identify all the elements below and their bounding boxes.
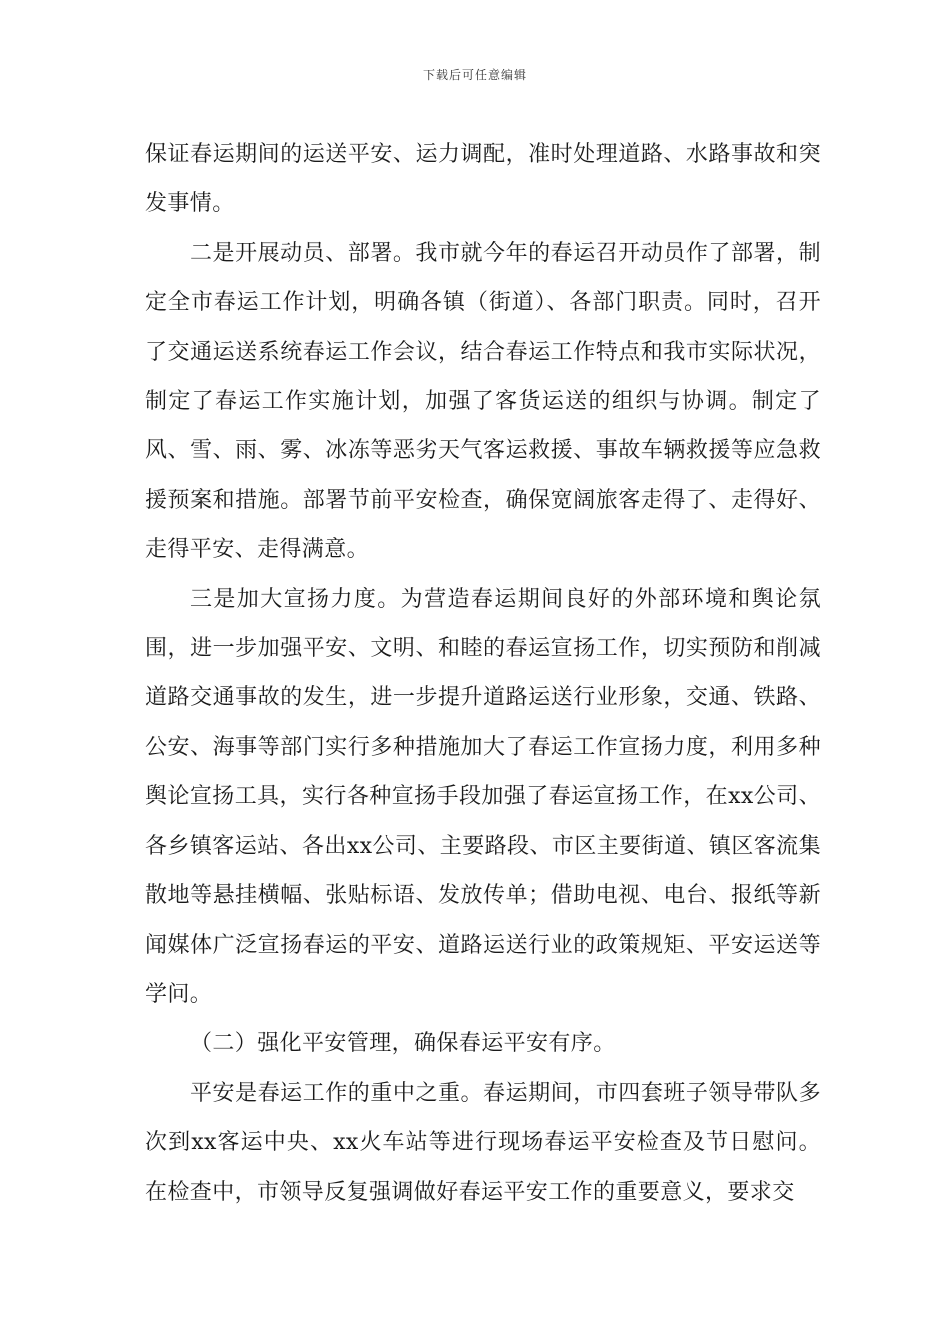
paragraph-1: 保证春运期间的运送平安、运力调配，准时处理道路、水路事故和突发事情。 xyxy=(145,142,821,217)
paragraph-3: 三是加大宣扬力度。为营造春运期间良好的外部环境和舆论氛围，进一步加强平安、文明、和睦的春运宣扬工作，切实预防和削减道路交通事故的发生，进一步提升道路运送行业形象，交通、铁路、公安、海事等部门实行多种措施加大了春运工作宣扬力度，利用多种舆论宣扬工具，实行各种宣扬手段加强了春运宣扬工作，在xx公司、各乡镇客运站、各出xx公司、主要路段、市区主要街道、镇区客流集散地等悬挂横幅、张贴标语、发放传单；借助电视、电台、报纸等新闻媒体广泛宣扬春运的平安、道路运送行业的政策规矩、平安运送等学问。 xyxy=(145,586,821,1007)
page-header: 下载后可任意编辑 xyxy=(422,68,527,82)
document-body xyxy=(145,130,821,1217)
paragraph-2: 二是开展动员、部署。我市就今年的春运召开动员作了部署，制定全市春运工作计划，明确各镇（街道）、各部门职责。同时，召开了交通运送系统春运工作会议，结合春运工作特点和我市实际状况，制定了春运工作实施计划，加强了客货运送的组织与协调。制定了风、雪、雨、雾、冰冻等恶劣天气客运救援、事故车辆救援等应急救援预案和措施。部署节前平安检查，确保宽阔旅客走得了、走得好、走得平安、走得满意。 xyxy=(145,240,821,563)
paragraph-5: 平安是春运工作的重中之重。春运期间，市四套班子领导带队多次到xx客运中央、xx火车站等进行现场春运平安检查及节日慰问。在检查中，市领导反复强调做好春运平安工作的重要意义，要求交 xyxy=(145,1080,821,1205)
section-heading: （二）强化平安管理，确保春运平安有序。 xyxy=(190,1031,616,1057)
